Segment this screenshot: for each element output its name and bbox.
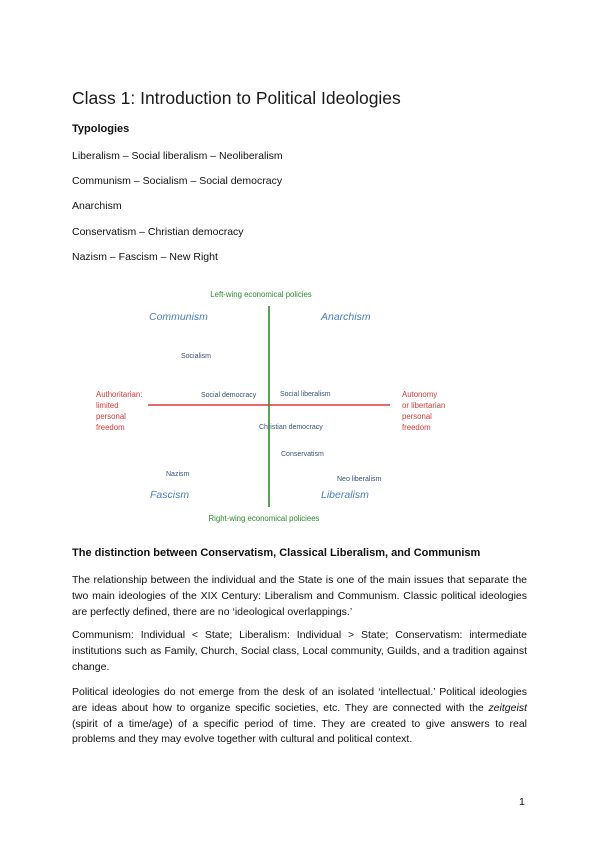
quadrant-fascism: Fascism <box>150 489 190 501</box>
page-number: 1 <box>519 796 525 808</box>
left-axis-label-1: Authoritarian: <box>96 390 143 399</box>
quadrant-anarchism: Anarchism <box>321 311 371 323</box>
typology-item: Anarchism <box>72 200 122 212</box>
typology-item: Communism – Socialism – Social democracy <box>72 175 283 187</box>
page-title: Class 1: Introduction to Political Ideologies <box>72 88 401 108</box>
zeitgeist-term: zeitgeist <box>488 701 527 714</box>
label-neoliberalism: Neo liberalism <box>337 476 382 483</box>
typologies-heading: Typologies <box>72 123 130 135</box>
paragraph-2: Communism: Individual < State; Liberalism: Individual > State; Conservatism: intermediate institutions such as Family, Church, Social class, Local community, Guilds, and a tradition against change. <box>72 629 527 673</box>
paragraph-3-text-cont: (spirit of a time/age) of a specific period of time. They are created to give answers to real problems and they may evolve together with cultural and political context. <box>72 717 527 746</box>
label-socialism: Socialism <box>181 353 211 360</box>
right-axis-label-3: personal <box>402 412 432 421</box>
right-axis-label-2: or libertarian <box>402 401 446 410</box>
label-social-democracy: Social democracy <box>201 392 257 399</box>
top-axis-label: Left-wing economical policies <box>210 290 312 299</box>
label-social-liberalism: Social liberalism <box>280 391 331 398</box>
typology-item: Nazism – Fascism – New Right <box>72 251 218 263</box>
section-heading: The distinction between Conservatism, Classical Liberalism, and Communism <box>72 547 481 559</box>
label-christian-democracy: Christian democracy <box>259 424 323 431</box>
right-axis-label-1: Autonomy <box>402 390 438 399</box>
left-axis-label-2: limited <box>96 401 119 410</box>
label-conservatism: Conservatism <box>281 451 324 458</box>
right-axis-label-4: freedom <box>402 423 431 432</box>
paragraph-3 <box>72 685 527 748</box>
typology-item: Liberalism – Social liberalism – Neoliberalism <box>72 150 283 162</box>
ideology-diagram <box>0 280 600 530</box>
bottom-axis-label: Right-wing economical policiees <box>208 514 320 523</box>
paragraph-1: The relationship between the individual and the State is one of the main issues that separate the two main ideologies of the XIX Century: Liberalism and Communism. Classic political ideologies are perfectly defined, there are no ‘ideological overlappings.’ <box>72 574 527 618</box>
quadrant-communism: Communism <box>149 311 208 323</box>
quadrant-liberalism: Liberalism <box>321 489 369 501</box>
left-axis-label-4: freedom <box>96 423 125 432</box>
left-axis-label-3: personal <box>96 412 126 421</box>
label-nazism: Nazism <box>166 471 190 478</box>
paragraph-3-text: Political ideologies do not emerge from the desk of an isolated ‘intellectual.’ Political ideologies are ideas about how to organize specific societies, etc. They are connected with the <box>72 686 527 714</box>
typology-item: Conservatism – Christian democracy <box>72 226 244 238</box>
